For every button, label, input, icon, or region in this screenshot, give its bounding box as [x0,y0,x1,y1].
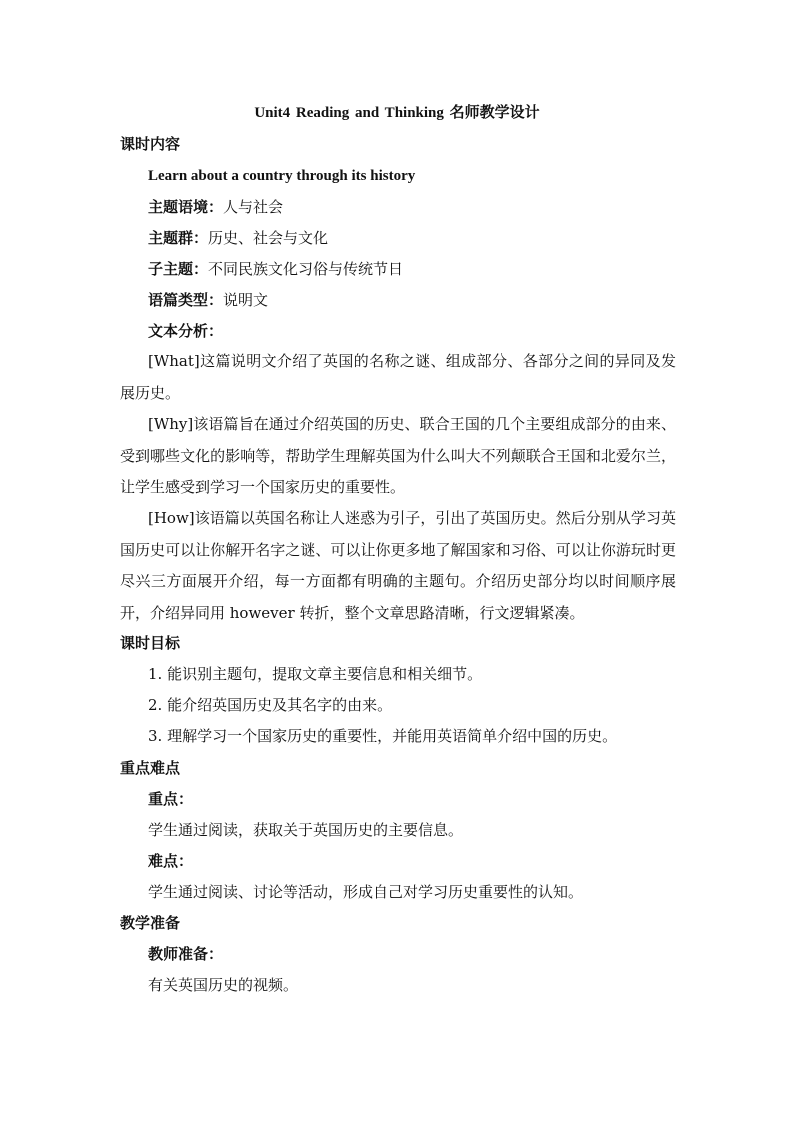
teacher-prep-text: 有关英国历史的视频。 [148,976,299,994]
field-sub-theme [148,259,708,279]
field-label: 主题群： [148,229,209,247]
heading-lesson-goals: 课时目标 [120,634,181,652]
difficult-text: 学生通过阅读、讨论等活动，形成自己对学习历史重要性的认知。 [148,883,584,901]
analysis-what: [What]这篇说明文介绍了英国的名称之谜、组成部分、各部分之间的异同及发展历史。 [120,352,676,402]
field-value: 说明文 [223,291,269,309]
analysis-why: [Why]该语篇旨在通过介绍英国的历史、联合王国的几个主要组成部分的由来、受到哪些文化的影响等，帮助学生理解英国为什么叫大不列颠联合王国和北爱尔兰，让学生感受到学习一个国家历史的重要性。 [120,415,676,496]
heading-key-difficult: 重点难点 [120,759,181,777]
field-value: 不同民族文化习俗与传统节日 [208,260,404,278]
document-title: Unit4 Reading and Thinking 名师教学设计 [254,105,540,121]
key-label: 重点： [148,790,194,808]
lesson-topic: Learn about a country through its history [148,168,416,184]
field-value: 历史、社会与文化 [208,229,329,247]
difficult-label: 难点： [148,852,194,870]
field-label: 语篇类型： [148,291,224,309]
analysis-label: 文本分析： [148,322,224,340]
field-context [148,197,708,217]
heading-preparation: 教学准备 [120,914,181,932]
heading-lesson-content: 课时内容 [120,135,181,153]
field-theme-group [148,228,708,248]
teacher-prep-label: 教师准备： [148,945,224,963]
field-text-type [148,290,708,310]
goal-item: 3. 理解学习一个国家历史的重要性，并能用英语简单介绍中国的历史。 [148,727,618,745]
key-text: 学生通过阅读，获取关于英国历史的主要信息。 [148,821,464,839]
goal-item: 1. 能识别主题句，提取文章主要信息和相关细节。 [148,665,483,683]
field-label: 主题语境： [148,198,224,216]
goal-item: 2. 能介绍英国历史及其名字的由来。 [148,696,393,714]
analysis-how: [How]该语篇以英国名称让人迷惑为引子，引出了英国历史。然后分别从学习英国历史可以让你解开名字之谜、可以让你更多地了解国家和习俗、可以让你游玩时更尽兴三方面展开介绍，每一方面都有明确的主题句。介绍历史部分均以时间顺序展开，介绍异同用 however 转折，整个文章思路清晰，行文逻辑紧凑。 [120,509,676,622]
field-value: 人与社会 [223,198,284,216]
field-label: 子主题： [148,260,209,278]
